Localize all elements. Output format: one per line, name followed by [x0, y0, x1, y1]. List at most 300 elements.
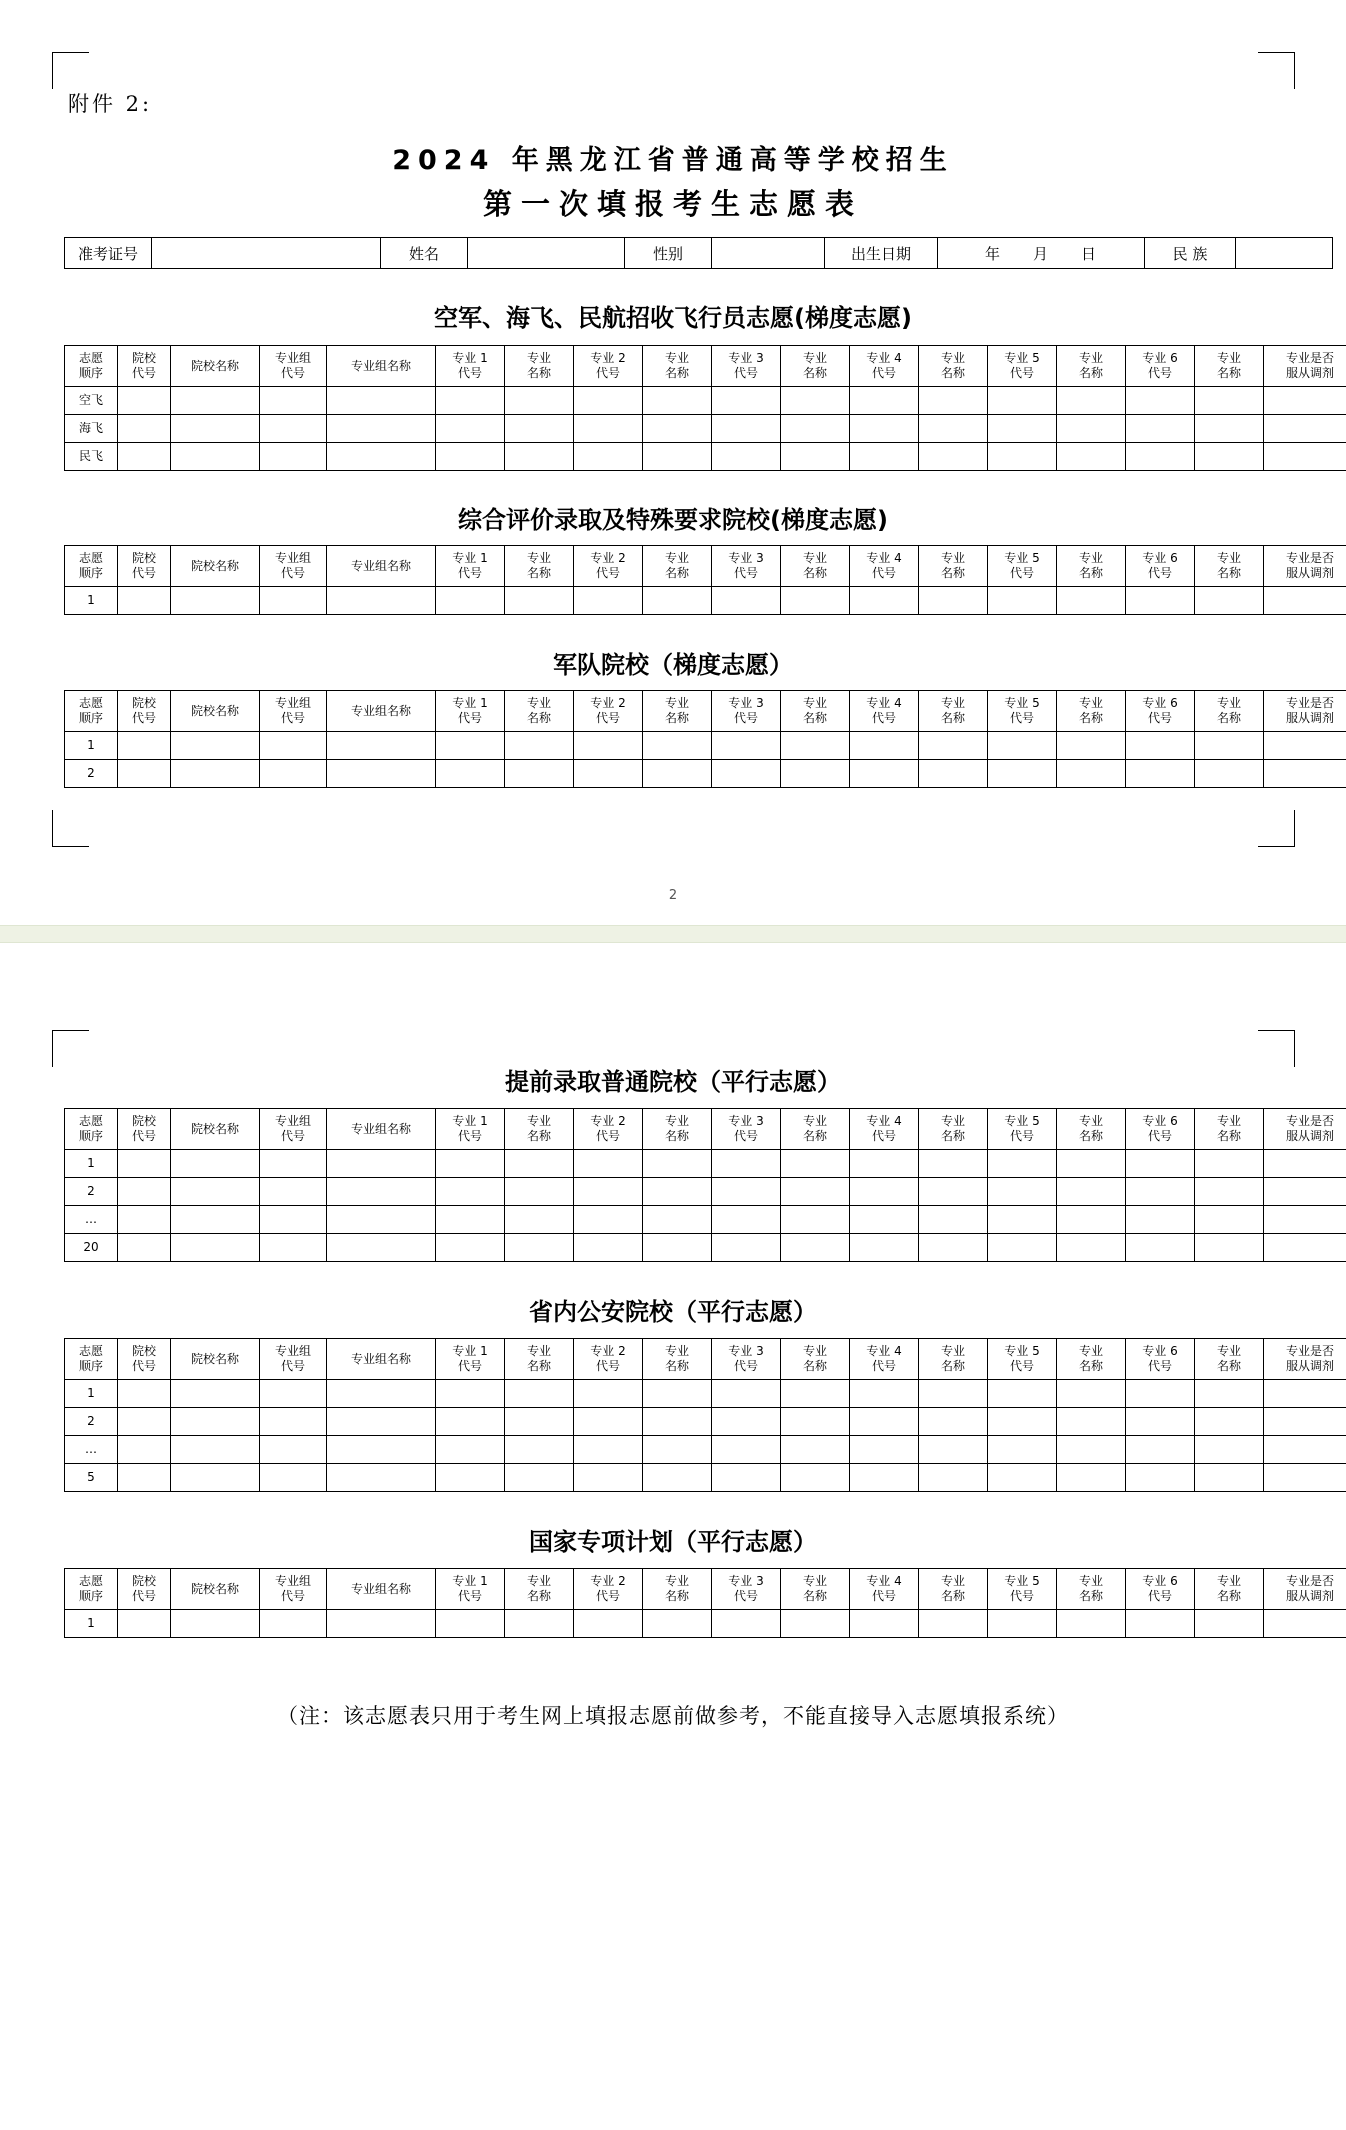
cell-major4-name[interactable]: [919, 1610, 988, 1638]
header-major4-name: [919, 1569, 988, 1610]
cell-major5-code[interactable]: [988, 1408, 1057, 1436]
cell-major4-name[interactable]: [919, 1150, 988, 1178]
header-major6-code-line1: 专业 6: [1142, 351, 1178, 366]
cell-major5-code[interactable]: [988, 1234, 1057, 1262]
cell-group-name[interactable]: [327, 1436, 436, 1464]
cell-major5-code[interactable]: [988, 415, 1057, 443]
cell-major6-code[interactable]: [1126, 443, 1195, 471]
cell-major2-name[interactable]: [643, 1610, 712, 1638]
cell-major2-name[interactable]: [643, 760, 712, 788]
cell-major3-name[interactable]: [781, 443, 850, 471]
header-major2-code-line1: 专业 2: [590, 1114, 626, 1129]
cell-major6-code[interactable]: [1126, 1464, 1195, 1492]
cell-major5-name[interactable]: [1057, 1150, 1126, 1178]
cell-major4-code[interactable]: [850, 1178, 919, 1206]
cell-college-code[interactable]: [118, 1150, 171, 1178]
cell-major1-code[interactable]: [436, 760, 505, 788]
cell-major4-name[interactable]: [919, 1380, 988, 1408]
cell-major5-code[interactable]: [988, 1610, 1057, 1638]
header-major5-name-line2: 名称: [1078, 366, 1103, 380]
cell-major2-code[interactable]: [574, 587, 643, 615]
cell-major6-name[interactable]: [1195, 443, 1264, 471]
cell-major4-name[interactable]: [919, 1436, 988, 1464]
cell-major1-name[interactable]: [505, 387, 574, 415]
cell-major6-code[interactable]: [1126, 1408, 1195, 1436]
cell-major2-name[interactable]: [643, 1408, 712, 1436]
header-major4-name-line1: 专业: [940, 351, 965, 366]
cell-major6-code[interactable]: [1126, 732, 1195, 760]
cell-college-name[interactable]: [171, 760, 260, 788]
cell-major6-name[interactable]: [1195, 1380, 1264, 1408]
header-major6-code: [1126, 691, 1195, 732]
cell-college-code[interactable]: [118, 387, 171, 415]
cell-major4-code[interactable]: [850, 587, 919, 615]
cell-major4-code[interactable]: [850, 732, 919, 760]
cell-college-name[interactable]: [171, 732, 260, 760]
header-group-code-line1: 专业组: [274, 1344, 311, 1359]
cell-major3-code[interactable]: [712, 1464, 781, 1492]
cell-major6-code[interactable]: [1126, 1234, 1195, 1262]
cell-college-name[interactable]: [171, 1150, 260, 1178]
cell-major3-code[interactable]: [712, 587, 781, 615]
cell-college-code[interactable]: [118, 1178, 171, 1206]
cell-major3-name[interactable]: [781, 1234, 850, 1262]
cell-major1-code[interactable]: [436, 387, 505, 415]
cell-college-name[interactable]: [171, 1408, 260, 1436]
cell-major1-code[interactable]: [436, 1610, 505, 1638]
cell-group-name[interactable]: [327, 760, 436, 788]
cell-major1-name[interactable]: [505, 587, 574, 615]
cell-major6-name[interactable]: [1195, 1610, 1264, 1638]
cell-major5-code[interactable]: [988, 1150, 1057, 1178]
cell-major6-name[interactable]: [1195, 1464, 1264, 1492]
cell-major-adjust[interactable]: [1264, 387, 1346, 415]
cell-college-name[interactable]: [171, 415, 260, 443]
cell-major1-code[interactable]: [436, 1380, 505, 1408]
header-major3-code-line2: 代号: [733, 711, 758, 725]
crop-mark-top-right: [1258, 52, 1295, 89]
cell-college-code[interactable]: [118, 732, 171, 760]
cell-major6-name[interactable]: [1195, 1408, 1264, 1436]
cell-major1-code[interactable]: [436, 1150, 505, 1178]
cell-major3-name[interactable]: [781, 1380, 850, 1408]
cell-major1-name[interactable]: [505, 1234, 574, 1262]
cell-major3-name[interactable]: [781, 760, 850, 788]
header-college-name: [171, 691, 260, 732]
cell-major4-code[interactable]: [850, 1380, 919, 1408]
header-major3-code: [712, 1339, 781, 1380]
cell-major3-name[interactable]: [781, 1436, 850, 1464]
cell-major4-code[interactable]: [850, 1206, 919, 1234]
header-group-name: [327, 346, 436, 387]
cell-major1-name[interactable]: [505, 1610, 574, 1638]
cell-major4-code[interactable]: [850, 1150, 919, 1178]
cell-major2-name[interactable]: [643, 443, 712, 471]
cell-college-code[interactable]: [118, 1610, 171, 1638]
header-major5-name: [1057, 1569, 1126, 1610]
cell-major4-name[interactable]: [919, 732, 988, 760]
cell-major6-name[interactable]: [1195, 1436, 1264, 1464]
cell-major3-code[interactable]: [712, 1436, 781, 1464]
cell-major1-code[interactable]: [436, 587, 505, 615]
cell-group-code[interactable]: [260, 1464, 327, 1492]
cell-major1-name[interactable]: [505, 1178, 574, 1206]
cell-major6-name[interactable]: [1195, 387, 1264, 415]
cell-college-name[interactable]: [171, 587, 260, 615]
cell-major4-name[interactable]: [919, 1206, 988, 1234]
row-order-label: 1: [65, 1610, 118, 1638]
cell-major3-name[interactable]: [781, 1408, 850, 1436]
cell-major2-name[interactable]: [643, 1150, 712, 1178]
header-major3-code: [712, 1569, 781, 1610]
cell-major5-code[interactable]: [988, 760, 1057, 788]
cell-group-code[interactable]: [260, 1408, 327, 1436]
header-major3-code: [712, 346, 781, 387]
cell-group-code[interactable]: [260, 732, 327, 760]
cell-major6-code[interactable]: [1126, 387, 1195, 415]
cell-major6-code[interactable]: [1126, 1178, 1195, 1206]
cell-major4-name[interactable]: [919, 443, 988, 471]
cell-major5-name[interactable]: [1057, 760, 1126, 788]
cell-college-name[interactable]: [171, 1380, 260, 1408]
cell-major5-code[interactable]: [988, 587, 1057, 615]
header-major3-code-line1: 专业 3: [728, 551, 764, 566]
table-row: [65, 1234, 1346, 1262]
cell-major3-code[interactable]: [712, 1150, 781, 1178]
cell-major5-name[interactable]: [1057, 415, 1126, 443]
cell-major4-name[interactable]: [919, 1408, 988, 1436]
cell-major2-name[interactable]: [643, 1206, 712, 1234]
cell-group-code[interactable]: [260, 587, 327, 615]
header-major1-name-line1: 专业: [526, 1114, 551, 1129]
cell-major4-name[interactable]: [919, 1178, 988, 1206]
cell-group-code[interactable]: [260, 1380, 327, 1408]
cell-major1-name[interactable]: [505, 1436, 574, 1464]
cell-major2-name[interactable]: [643, 1380, 712, 1408]
cell-group-name[interactable]: [327, 415, 436, 443]
cell-group-code[interactable]: [260, 1150, 327, 1178]
cell-major6-name[interactable]: [1195, 1178, 1264, 1206]
cell-major1-code[interactable]: [436, 1178, 505, 1206]
cell-major4-name[interactable]: [919, 760, 988, 788]
cell-major1-name[interactable]: [505, 415, 574, 443]
cell-major-adjust[interactable]: [1264, 1206, 1346, 1234]
cell-major5-name[interactable]: [1057, 1408, 1126, 1436]
cell-college-name[interactable]: [171, 1206, 260, 1234]
cell-major4-name[interactable]: [919, 415, 988, 443]
cell-major3-code[interactable]: [712, 1408, 781, 1436]
cell-major6-name[interactable]: [1195, 1150, 1264, 1178]
cell-major-adjust[interactable]: [1264, 1436, 1346, 1464]
header-major3-name-line2: 名称: [802, 1359, 827, 1373]
cell-group-code[interactable]: [260, 1436, 327, 1464]
cell-major1-name[interactable]: [505, 1408, 574, 1436]
cell-group-code[interactable]: [260, 1610, 327, 1638]
cell-major1-name[interactable]: [505, 1380, 574, 1408]
cell-major5-name[interactable]: [1057, 1380, 1126, 1408]
cell-major4-code[interactable]: [850, 1436, 919, 1464]
cell-major4-code[interactable]: [850, 1610, 919, 1638]
header-major5-code-line1: 专业 5: [1004, 1344, 1040, 1359]
cell-major2-code[interactable]: [574, 1380, 643, 1408]
header-major3-code-line2: 代号: [733, 1129, 758, 1143]
cell-major-adjust[interactable]: [1264, 1464, 1346, 1492]
cell-major6-code[interactable]: [1126, 1206, 1195, 1234]
cell-major5-code[interactable]: [988, 1464, 1057, 1492]
cell-major4-code[interactable]: [850, 415, 919, 443]
cell-group-name[interactable]: [327, 1380, 436, 1408]
cell-major-adjust[interactable]: [1264, 1408, 1346, 1436]
header-group-code: [260, 1569, 327, 1610]
cell-group-code[interactable]: [260, 1178, 327, 1206]
cell-major2-name[interactable]: [643, 387, 712, 415]
cell-major1-code[interactable]: [436, 1234, 505, 1262]
cell-major3-code[interactable]: [712, 1234, 781, 1262]
cell-major-adjust[interactable]: [1264, 443, 1346, 471]
cell-major2-code[interactable]: [574, 443, 643, 471]
cell-group-code[interactable]: [260, 1206, 327, 1234]
cell-major1-name[interactable]: [505, 760, 574, 788]
cell-major3-name[interactable]: [781, 415, 850, 443]
header-order-line1: 志愿: [78, 696, 103, 711]
cell-college-code[interactable]: [118, 1206, 171, 1234]
name-field[interactable]: [468, 238, 625, 269]
cell-major4-name[interactable]: [919, 587, 988, 615]
cell-major3-code[interactable]: [712, 1178, 781, 1206]
cell-major2-name[interactable]: [643, 415, 712, 443]
cell-major3-code[interactable]: [712, 732, 781, 760]
cell-major5-code[interactable]: [988, 387, 1057, 415]
header-major1-name-line2: 名称: [526, 566, 551, 580]
header-group-name-line1: 专业组名称: [350, 358, 411, 373]
cell-college-code[interactable]: [118, 1436, 171, 1464]
cell-major2-code[interactable]: [574, 1464, 643, 1492]
cell-major4-code[interactable]: [850, 387, 919, 415]
cell-major2-name[interactable]: [643, 732, 712, 760]
cell-major2-code[interactable]: [574, 1206, 643, 1234]
cell-major4-code[interactable]: [850, 1464, 919, 1492]
cell-group-name[interactable]: [327, 387, 436, 415]
cell-major1-code[interactable]: [436, 1464, 505, 1492]
cell-major3-code[interactable]: [712, 760, 781, 788]
cell-major3-name[interactable]: [781, 1610, 850, 1638]
cell-major-adjust[interactable]: [1264, 732, 1346, 760]
cell-major3-name[interactable]: [781, 1178, 850, 1206]
cell-major3-code[interactable]: [712, 387, 781, 415]
cell-major2-code[interactable]: [574, 415, 643, 443]
cell-college-code[interactable]: [118, 443, 171, 471]
cell-major6-code[interactable]: [1126, 415, 1195, 443]
header-major4-code: [850, 1109, 919, 1150]
cell-major1-name[interactable]: [505, 1206, 574, 1234]
cell-group-name[interactable]: [327, 1464, 436, 1492]
cell-group-name[interactable]: [327, 732, 436, 760]
cell-group-code[interactable]: [260, 415, 327, 443]
cell-major2-name[interactable]: [643, 1234, 712, 1262]
cell-major5-name[interactable]: [1057, 1234, 1126, 1262]
cell-major4-name[interactable]: [919, 1464, 988, 1492]
header-order-line2: 顺序: [78, 1359, 103, 1373]
header-major6-code-line2: 代号: [1147, 1589, 1172, 1603]
cell-major5-name[interactable]: [1057, 732, 1126, 760]
cell-major3-name[interactable]: [781, 387, 850, 415]
header-major-adjust-line2: 服从调剂: [1285, 566, 1334, 580]
cell-major1-name[interactable]: [505, 443, 574, 471]
table-header-row: [65, 346, 1346, 387]
cell-major5-name[interactable]: [1057, 1610, 1126, 1638]
cell-college-code[interactable]: [118, 1464, 171, 1492]
cell-major5-code[interactable]: [988, 443, 1057, 471]
cell-major6-code[interactable]: [1126, 1610, 1195, 1638]
header-major5-code-line2: 代号: [1009, 566, 1034, 580]
cell-major6-code[interactable]: [1126, 587, 1195, 615]
cell-college-code[interactable]: [118, 415, 171, 443]
cell-group-code[interactable]: [260, 387, 327, 415]
cell-major6-name[interactable]: [1195, 1234, 1264, 1262]
gender-field[interactable]: [712, 238, 825, 269]
cell-major2-code[interactable]: [574, 732, 643, 760]
cell-major5-name[interactable]: [1057, 387, 1126, 415]
cell-major3-code[interactable]: [712, 1380, 781, 1408]
cell-major4-code[interactable]: [850, 1234, 919, 1262]
cell-major2-name[interactable]: [643, 1464, 712, 1492]
cell-major-adjust[interactable]: [1264, 1150, 1346, 1178]
cell-major1-code[interactable]: [436, 1206, 505, 1234]
cell-college-name[interactable]: [171, 1178, 260, 1206]
cell-major2-code[interactable]: [574, 1234, 643, 1262]
cell-major-adjust[interactable]: [1264, 587, 1346, 615]
cell-major2-name[interactable]: [643, 1436, 712, 1464]
cell-major2-code[interactable]: [574, 387, 643, 415]
cell-major5-code[interactable]: [988, 1436, 1057, 1464]
cell-major-adjust[interactable]: [1264, 1380, 1346, 1408]
cell-group-code[interactable]: [260, 1234, 327, 1262]
cell-major3-name[interactable]: [781, 1206, 850, 1234]
cell-major1-name[interactable]: [505, 1464, 574, 1492]
cell-major3-code[interactable]: [712, 1206, 781, 1234]
cell-major1-code[interactable]: [436, 1436, 505, 1464]
cell-major2-name[interactable]: [643, 587, 712, 615]
cell-major2-code[interactable]: [574, 1436, 643, 1464]
cell-college-name[interactable]: [171, 1436, 260, 1464]
cell-major4-code[interactable]: [850, 443, 919, 471]
cell-major5-name[interactable]: [1057, 1206, 1126, 1234]
cell-major-adjust[interactable]: [1264, 415, 1346, 443]
cell-major3-name[interactable]: [781, 732, 850, 760]
exam-number-field[interactable]: [152, 238, 381, 269]
cell-major1-code[interactable]: [436, 732, 505, 760]
cell-major5-code[interactable]: [988, 1178, 1057, 1206]
cell-major1-code[interactable]: [436, 443, 505, 471]
cell-college-name[interactable]: [171, 1610, 260, 1638]
cell-college-code[interactable]: [118, 1380, 171, 1408]
cell-major1-name[interactable]: [505, 732, 574, 760]
cell-major6-name[interactable]: [1195, 1206, 1264, 1234]
cell-major5-name[interactable]: [1057, 443, 1126, 471]
cell-college-name[interactable]: [171, 1234, 260, 1262]
cell-major-adjust[interactable]: [1264, 1234, 1346, 1262]
cell-major6-code[interactable]: [1126, 760, 1195, 788]
cell-group-name[interactable]: [327, 1234, 436, 1262]
section-title-national-special-plan: 国家专项计划（平行志愿）: [529, 1528, 817, 1556]
cell-college-code[interactable]: [118, 587, 171, 615]
ethnicity-field[interactable]: [1236, 238, 1333, 269]
cell-major5-name[interactable]: [1057, 1464, 1126, 1492]
cell-major-adjust[interactable]: [1264, 1178, 1346, 1206]
cell-major6-name[interactable]: [1195, 415, 1264, 443]
cell-major2-code[interactable]: [574, 760, 643, 788]
cell-major5-code[interactable]: [988, 732, 1057, 760]
cell-major1-code[interactable]: [436, 415, 505, 443]
cell-major2-code[interactable]: [574, 1178, 643, 1206]
cell-college-name[interactable]: [171, 387, 260, 415]
cell-college-name[interactable]: [171, 1464, 260, 1492]
cell-major3-code[interactable]: [712, 1610, 781, 1638]
cell-major2-name[interactable]: [643, 1178, 712, 1206]
cell-major6-name[interactable]: [1195, 732, 1264, 760]
cell-group-name[interactable]: [327, 1206, 436, 1234]
cell-group-name[interactable]: [327, 1408, 436, 1436]
cell-major5-code[interactable]: [988, 1206, 1057, 1234]
cell-major5-name[interactable]: [1057, 1436, 1126, 1464]
cell-major4-code[interactable]: [850, 1408, 919, 1436]
cell-major4-code[interactable]: [850, 760, 919, 788]
cell-major5-name[interactable]: [1057, 1178, 1126, 1206]
cell-major4-name[interactable]: [919, 387, 988, 415]
cell-major2-code[interactable]: [574, 1408, 643, 1436]
cell-major2-code[interactable]: [574, 1610, 643, 1638]
header-major-adjust-line1: 专业是否: [1285, 551, 1334, 566]
cell-group-code[interactable]: [260, 760, 327, 788]
cell-group-name[interactable]: [327, 443, 436, 471]
cell-major3-name[interactable]: [781, 1464, 850, 1492]
cell-major3-name[interactable]: [781, 587, 850, 615]
cell-major3-code[interactable]: [712, 443, 781, 471]
cell-major6-code[interactable]: [1126, 1150, 1195, 1178]
cell-group-name[interactable]: [327, 1610, 436, 1638]
cell-major-adjust[interactable]: [1264, 1610, 1346, 1638]
header-major5-code-line1: 专业 5: [1004, 551, 1040, 566]
cell-major6-name[interactable]: [1195, 760, 1264, 788]
birth-date-field[interactable]: [938, 238, 1145, 269]
header-major1-name-line1: 专业: [526, 1344, 551, 1359]
cell-major5-code[interactable]: [988, 1380, 1057, 1408]
cell-major2-code[interactable]: [574, 1150, 643, 1178]
cell-college-code[interactable]: [118, 1408, 171, 1436]
header-major2-name-line2: 名称: [664, 1129, 689, 1143]
cell-major1-name[interactable]: [505, 1150, 574, 1178]
cell-group-name[interactable]: [327, 1178, 436, 1206]
cell-college-code[interactable]: [118, 760, 171, 788]
header-major4-name-line2: 名称: [940, 711, 965, 725]
cell-college-code[interactable]: [118, 1234, 171, 1262]
cell-major1-code[interactable]: [436, 1408, 505, 1436]
cell-major3-name[interactable]: [781, 1150, 850, 1178]
cell-major6-code[interactable]: [1126, 1436, 1195, 1464]
cell-major5-name[interactable]: [1057, 587, 1126, 615]
cell-group-code[interactable]: [260, 443, 327, 471]
cell-major-adjust[interactable]: [1264, 760, 1346, 788]
cell-major3-code[interactable]: [712, 415, 781, 443]
cell-major4-name[interactable]: [919, 1234, 988, 1262]
cell-major6-name[interactable]: [1195, 587, 1264, 615]
cell-group-name[interactable]: [327, 1150, 436, 1178]
cell-major6-code[interactable]: [1126, 1380, 1195, 1408]
header-major5-name: [1057, 546, 1126, 587]
cell-group-name[interactable]: [327, 587, 436, 615]
header-major3-name-line1: 专业: [802, 551, 827, 566]
cell-college-name[interactable]: [171, 443, 260, 471]
